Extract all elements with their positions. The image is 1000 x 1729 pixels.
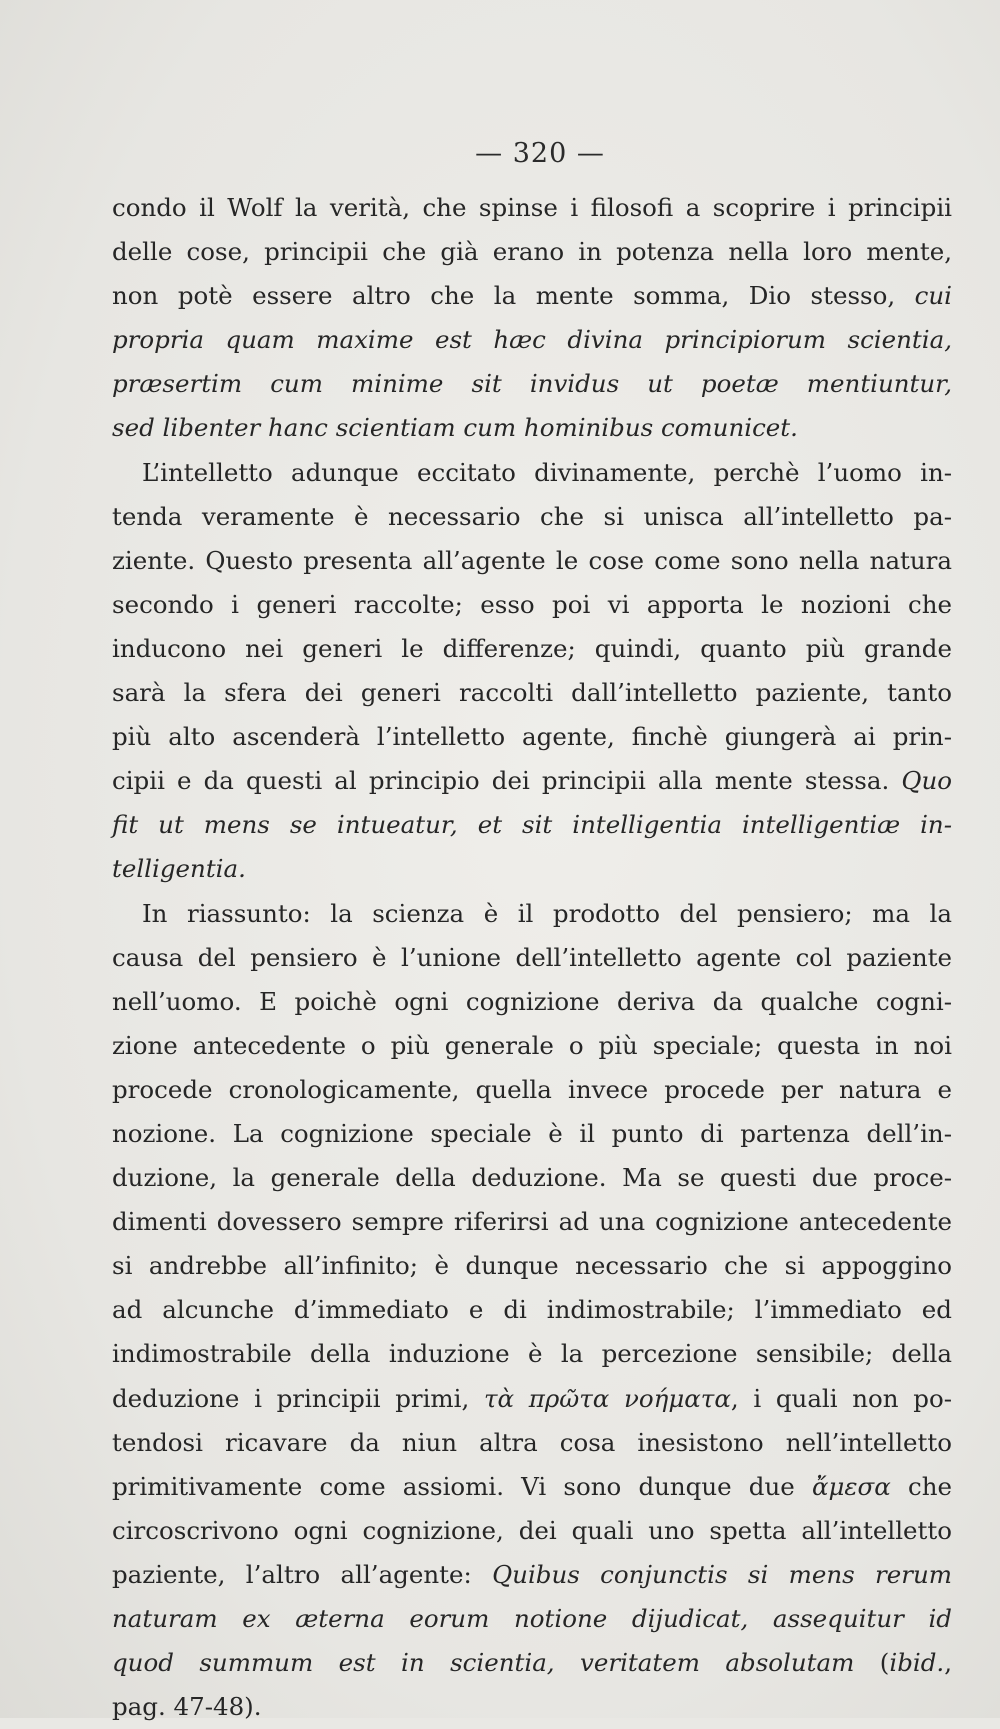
italic-text-segment: Quo	[901, 766, 952, 796]
text-segment: cipii e da questi al principio dei principii alla mente stessa.	[112, 766, 902, 796]
text-segment: tenda veramente è necessario che si unisca all’intelletto pa-	[112, 501, 952, 531]
text-line	[112, 230, 952, 274]
text-line	[112, 495, 952, 539]
italic-text-segment: cui	[914, 281, 952, 311]
text-line	[112, 1509, 952, 1553]
text-line	[112, 1112, 952, 1156]
text-segment: secondo i generi raccolte; esso poi vi apporta le nozioni che	[112, 589, 952, 619]
text-segment: , i quali non po-	[730, 1383, 952, 1413]
text-line	[112, 1068, 952, 1112]
text-line	[112, 627, 952, 671]
text-line	[112, 1421, 952, 1465]
text-line	[112, 980, 952, 1024]
page-number: — 320 —	[475, 138, 605, 169]
text-segment: tendosi ricavare da niun altra cosa inesistono nell’intelletto	[112, 1427, 952, 1457]
italic-text-segment: præsertim cum minime sit invidus ut poetæ mentiuntur,	[112, 369, 952, 399]
italic-text-segment: fit ut mens se intueatur, et sit intelligentia intelligentiæ in-	[112, 810, 952, 840]
text-line	[112, 186, 952, 230]
text-line	[112, 1685, 952, 1729]
text-segment: condo il Wolf la verità, che spinse i filosofi a scoprire i principii	[112, 193, 952, 222]
text-segment: inducono nei generi le differenze; quindi, quanto più grande	[112, 633, 952, 663]
text-line	[112, 671, 952, 715]
text-line	[112, 1200, 952, 1244]
text-segment: sarà la sfera dei generi raccolti dall’intelletto paziente, tanto	[112, 678, 952, 708]
text-segment: ,	[944, 1648, 952, 1678]
text-line	[112, 1597, 952, 1641]
text-line	[112, 1332, 952, 1376]
text-segment: primitivamente come assiomi. Vi sono dunque due	[112, 1471, 812, 1501]
text-line	[112, 362, 952, 406]
text-segment: causa del pensiero è l’unione dell’intelletto agente col paziente	[112, 942, 952, 972]
text-line	[112, 318, 952, 362]
text-line	[112, 406, 952, 450]
text-line	[112, 1156, 952, 1200]
text-line	[112, 715, 952, 759]
text-line	[112, 1465, 952, 1509]
text-segment: che	[890, 1471, 952, 1501]
text-line	[112, 274, 952, 318]
text-line	[112, 1641, 952, 1685]
italic-text-segment: Quibus conjunctis si mens rerum	[492, 1559, 952, 1589]
text-segment: ziente. Questo presenta all’agente le cose come sono nella natura	[112, 545, 952, 575]
text-segment: In riassunto: la scienza è il prodotto del pensiero; ma la	[142, 898, 952, 928]
text-segment: delle cose, principii che già erano in potenza nella loro mente,	[112, 237, 952, 267]
text-line	[112, 759, 952, 803]
text-segment: deduzione i principii primi,	[112, 1383, 484, 1413]
text-line	[112, 1553, 952, 1597]
italic-text-segment: ibid.	[889, 1648, 945, 1678]
italic-text-segment: telligentia.	[112, 854, 246, 884]
text-line	[112, 1288, 952, 1332]
text-line	[112, 936, 952, 980]
text-segment: ad alcunche d’immediato e di indimostrabile; l’immediato ed	[112, 1295, 952, 1325]
text-line	[112, 892, 952, 936]
text-line	[112, 1377, 952, 1421]
italic-text-segment: τὰ πρῶτα νοήματα	[483, 1383, 731, 1413]
text-segment: non potè essere altro che la mente somma, Dio stesso,	[112, 281, 915, 311]
text-segment: circoscrivono ogni cognizione, dei quali uno spetta all’intelletto	[112, 1515, 952, 1545]
italic-text-segment: naturam ex æterna eorum notione dijudicat, assequitur id	[112, 1604, 952, 1633]
text-segment: L’intelletto adunque eccitato divinamente, perchè l’uomo in-	[142, 457, 952, 487]
italic-text-segment: sed libenter hanc scientiam cum hominibus comunicet.	[112, 413, 798, 443]
text-segment: più alto ascenderà l’intelletto agente, finchè giungerà ai prin-	[112, 722, 952, 752]
text-segment: duzione, la generale della deduzione. Ma se questi due proce-	[112, 1163, 952, 1193]
text-segment: paziente, l’altro all’agente:	[112, 1559, 493, 1589]
text-segment: si andrebbe all’infinito; è dunque necessario che si appoggino	[112, 1251, 952, 1281]
text-segment: nozione. La cognizione speciale è il punto di partenza dell’in-	[112, 1118, 952, 1148]
text-segment: procede cronologicamente, quella invece procede per natura e	[112, 1074, 952, 1104]
text-line	[112, 539, 952, 583]
text-line	[112, 451, 952, 495]
italic-text-segment: ἄμεσα	[811, 1471, 891, 1501]
text-segment: dimenti dovessero sempre riferirsi ad una cognizione antecedente	[112, 1207, 952, 1237]
text-segment: zione antecedente o più generale o più speciale; questa in noi	[112, 1030, 952, 1060]
body-text	[112, 186, 952, 1729]
text-line	[112, 847, 952, 891]
text-segment: nell’uomo. E poichè ogni cognizione deriva da qualche cogni-	[112, 986, 952, 1016]
text-line	[112, 1244, 952, 1288]
italic-text-segment: propria quam maxime est hæc divina principiorum scientia,	[112, 325, 952, 355]
text-line	[112, 1024, 952, 1068]
text-segment: pag. 47-48).	[112, 1692, 262, 1722]
text-segment: indimostrabile della induzione è la percezione sensibile; della	[112, 1339, 952, 1369]
italic-text-segment: quod summum est in scientia, veritatem absolutam	[112, 1648, 855, 1678]
text-line	[112, 583, 952, 627]
text-line	[112, 803, 952, 847]
text-segment: (	[854, 1648, 890, 1678]
